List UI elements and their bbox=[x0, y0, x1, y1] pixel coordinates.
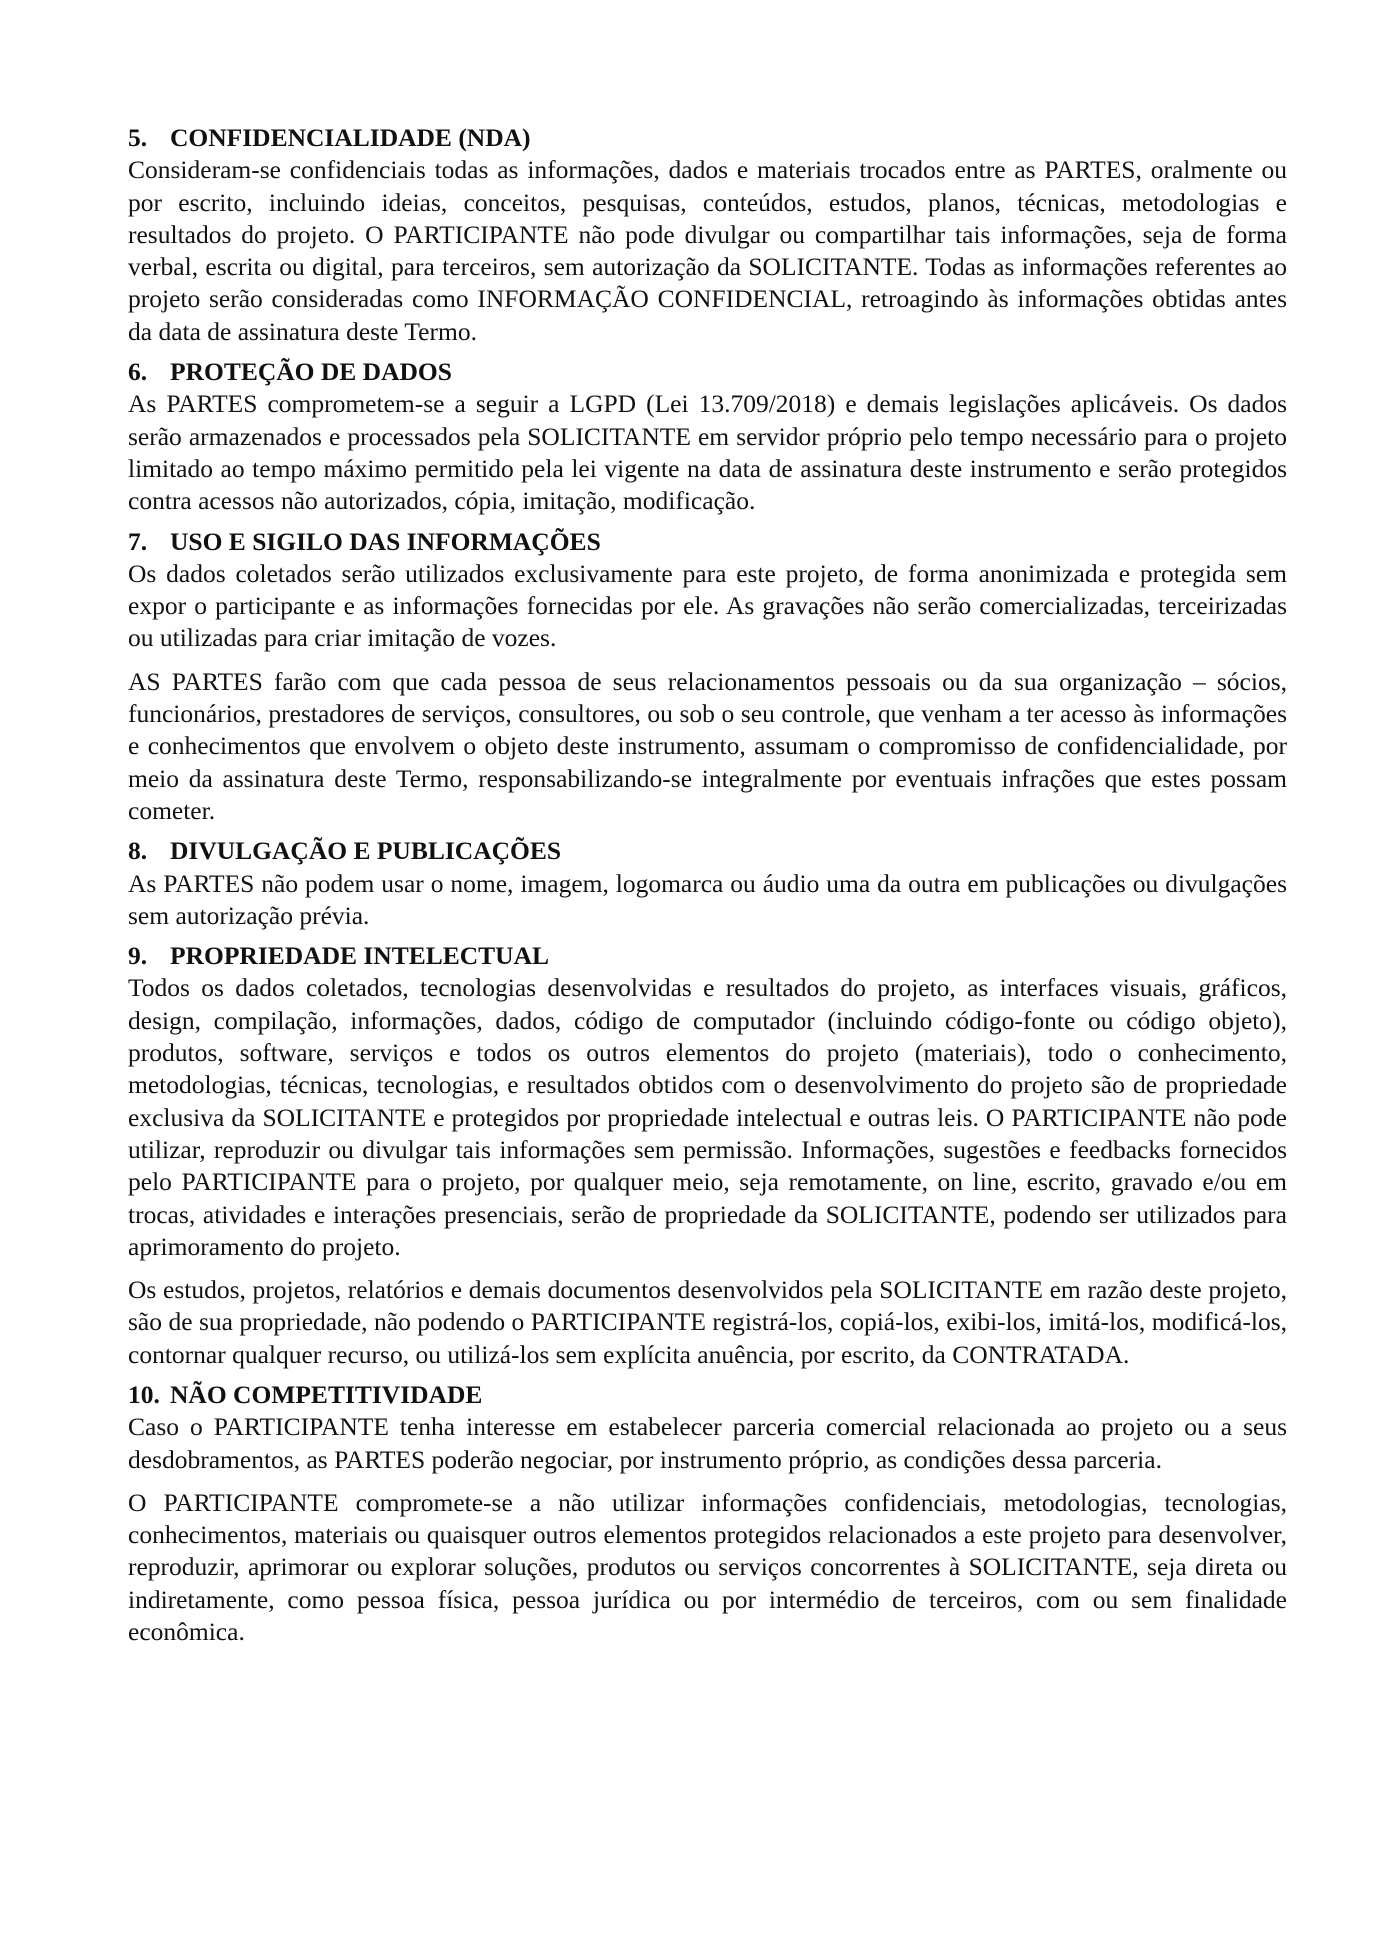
paragraph: Os estudos, projetos, relatórios e demais documentos desenvolvidos pela SOLICITANTE em razão deste projeto, são de sua propriedade, não podendo o PARTICIPANTE registrá-los, copiá-los, exibi-los, imitá-los, modificá-los, contornar qualquer recurso, ou utilizá-los sem explícita anuência, por escrito, da CONTRATADA. bbox=[128, 1275, 1287, 1369]
section-number: 7. bbox=[128, 526, 148, 556]
paragraph: As PARTES não podem usar o nome, imagem, logomarca ou áudio uma da outra em publicações ou divulgações sem autorização prévia. bbox=[128, 868, 1287, 930]
paragraph: O PARTICIPANTE compromete-se a não utilizar informações confidenciais, metodologias, tecnologias, conhecimentos, materiais ou quaisquer outros elementos protegidos relacionados a este projeto para desenvolver, reproduzir, aprimorar ou explorar soluções, produtos ou serviços concorrentes à SOLICITANTE, seja direta ou indiretamente, como pessoa física, pessoa jurídica ou por intermédio de terceiros, com ou sem finalidade econômica. bbox=[128, 1487, 1287, 1647]
section-nao-competitividade bbox=[128, 1379, 1287, 1648]
section-number: 8. bbox=[128, 836, 148, 866]
section-number: 5. bbox=[128, 123, 148, 152]
section-heading bbox=[128, 122, 1287, 154]
paragraph: As PARTES comprometem-se a seguir a LGPD (Lei 13.709/2018) e demais legislações aplicáveis. Os dados serão armazenados e processados pela SOLICITANTE em servidor próprio pelo tempo necessário para o projeto limitado ao tempo máximo permitido pela lei vigente na data de assinatura deste instrumento e serão protegidos contra acessos não autorizados, cópia, imitação, modificação. bbox=[128, 389, 1287, 516]
section-number: 10. bbox=[128, 1379, 160, 1409]
section-heading bbox=[128, 526, 1287, 558]
section-uso-e-sigilo bbox=[128, 526, 1287, 828]
section-title: DIVULGAÇÃO E PUBLICAÇÕES bbox=[170, 836, 562, 866]
section-title: PROTEÇÃO DE DADOS bbox=[170, 357, 452, 387]
section-heading bbox=[128, 356, 1287, 388]
paragraph: Caso o PARTICIPANTE tenha interesse em estabelecer parceria comercial relacionada ao projeto ou a seus desdobramentos, as PARTES poderão negociar, por instrumento próprio, as condições dessa parceria. bbox=[128, 1412, 1287, 1474]
paragraph: AS PARTES farão com que cada pessoa de seus relacionamentos pessoais ou da sua organização – sócios, funcionários, prestadores de serviços, consultores, ou sob o seu controle, que venham a ter acesso às informações e conhecimentos que envolvem o objeto deste instrumento, assumam o compromisso de confidencialidade, por meio da assinatura deste Termo, responsabilizando-se integralmente por eventuais infrações que estes possam cometer. bbox=[128, 666, 1287, 825]
section-propriedade-intelectual bbox=[128, 940, 1287, 1371]
section-divulgacao bbox=[128, 835, 1287, 932]
section-title: USO E SIGILO DAS INFORMAÇÕES bbox=[170, 526, 601, 556]
section-heading bbox=[128, 940, 1287, 972]
paragraph: Consideram-se confidenciais todas as informações, dados e materiais trocados entre as PARTES, oralmente ou por escrito, incluindo ideias, conceitos, pesquisas, conteúdos, estudos, planos, técnicas, metodologias e resultados do projeto. O PARTICIPANTE não pode divulgar ou compartilhar tais informações, seja de forma verbal, escrita ou digital, para terceiros, sem autorização da SOLICITANTE. Todas as informações referentes ao projeto serão consideradas como INFORMAÇÃO CONFIDENCIAL, retroagindo às informações obtidas antes da data de assinatura deste Termo. bbox=[128, 155, 1287, 346]
section-heading bbox=[128, 1379, 1287, 1411]
section-title: CONFIDENCIALIDADE (NDA) bbox=[170, 123, 531, 152]
section-number: 9. bbox=[128, 941, 148, 971]
document-body bbox=[128, 122, 1287, 1648]
paragraph: Os dados coletados serão utilizados exclusivamente para este projeto, de forma anonimizada e protegida sem expor o participante e as informações fornecidas por ele. As gravações não serão comercializadas, terceirizadas ou utilizadas para criar imitação de vozes. bbox=[128, 558, 1287, 653]
section-title: NÃO COMPETITIVIDADE bbox=[170, 1379, 483, 1409]
section-protecao-de-dados bbox=[128, 356, 1287, 517]
section-heading bbox=[128, 835, 1287, 867]
section-title: PROPRIEDADE INTELECTUAL bbox=[170, 941, 550, 971]
paragraph: Todos os dados coletados, tecnologias desenvolvidas e resultados do projeto, as interfaces visuais, gráficos, design, compilação, informações, dados, código de computador (incluindo código-fonte ou código objeto), produtos, software, serviços e todos os outros elementos do projeto (materiais), todo o conhecimento, metodologias, técnicas, tecnologias, e resultados obtidos com o desenvolvimento do projeto são de propriedade exclusiva da SOLICITANTE e protegidos por propriedade intelectual e outras leis. O PARTICIPANTE não pode utilizar, reproduzir ou divulgar tais informações sem permissão. Informações, sugestões e feedbacks fornecidos pelo PARTICIPANTE para o projeto, por qualquer meio, seja remotamente, on line, escrito, gravado e/ou em trocas, atividades e interações presenciais, serão de propriedade da SOLICITANTE, podendo ser utilizados para aprimoramento do projeto. bbox=[128, 973, 1287, 1261]
section-number: 6. bbox=[128, 357, 148, 387]
section-confidencialidade bbox=[128, 122, 1287, 348]
